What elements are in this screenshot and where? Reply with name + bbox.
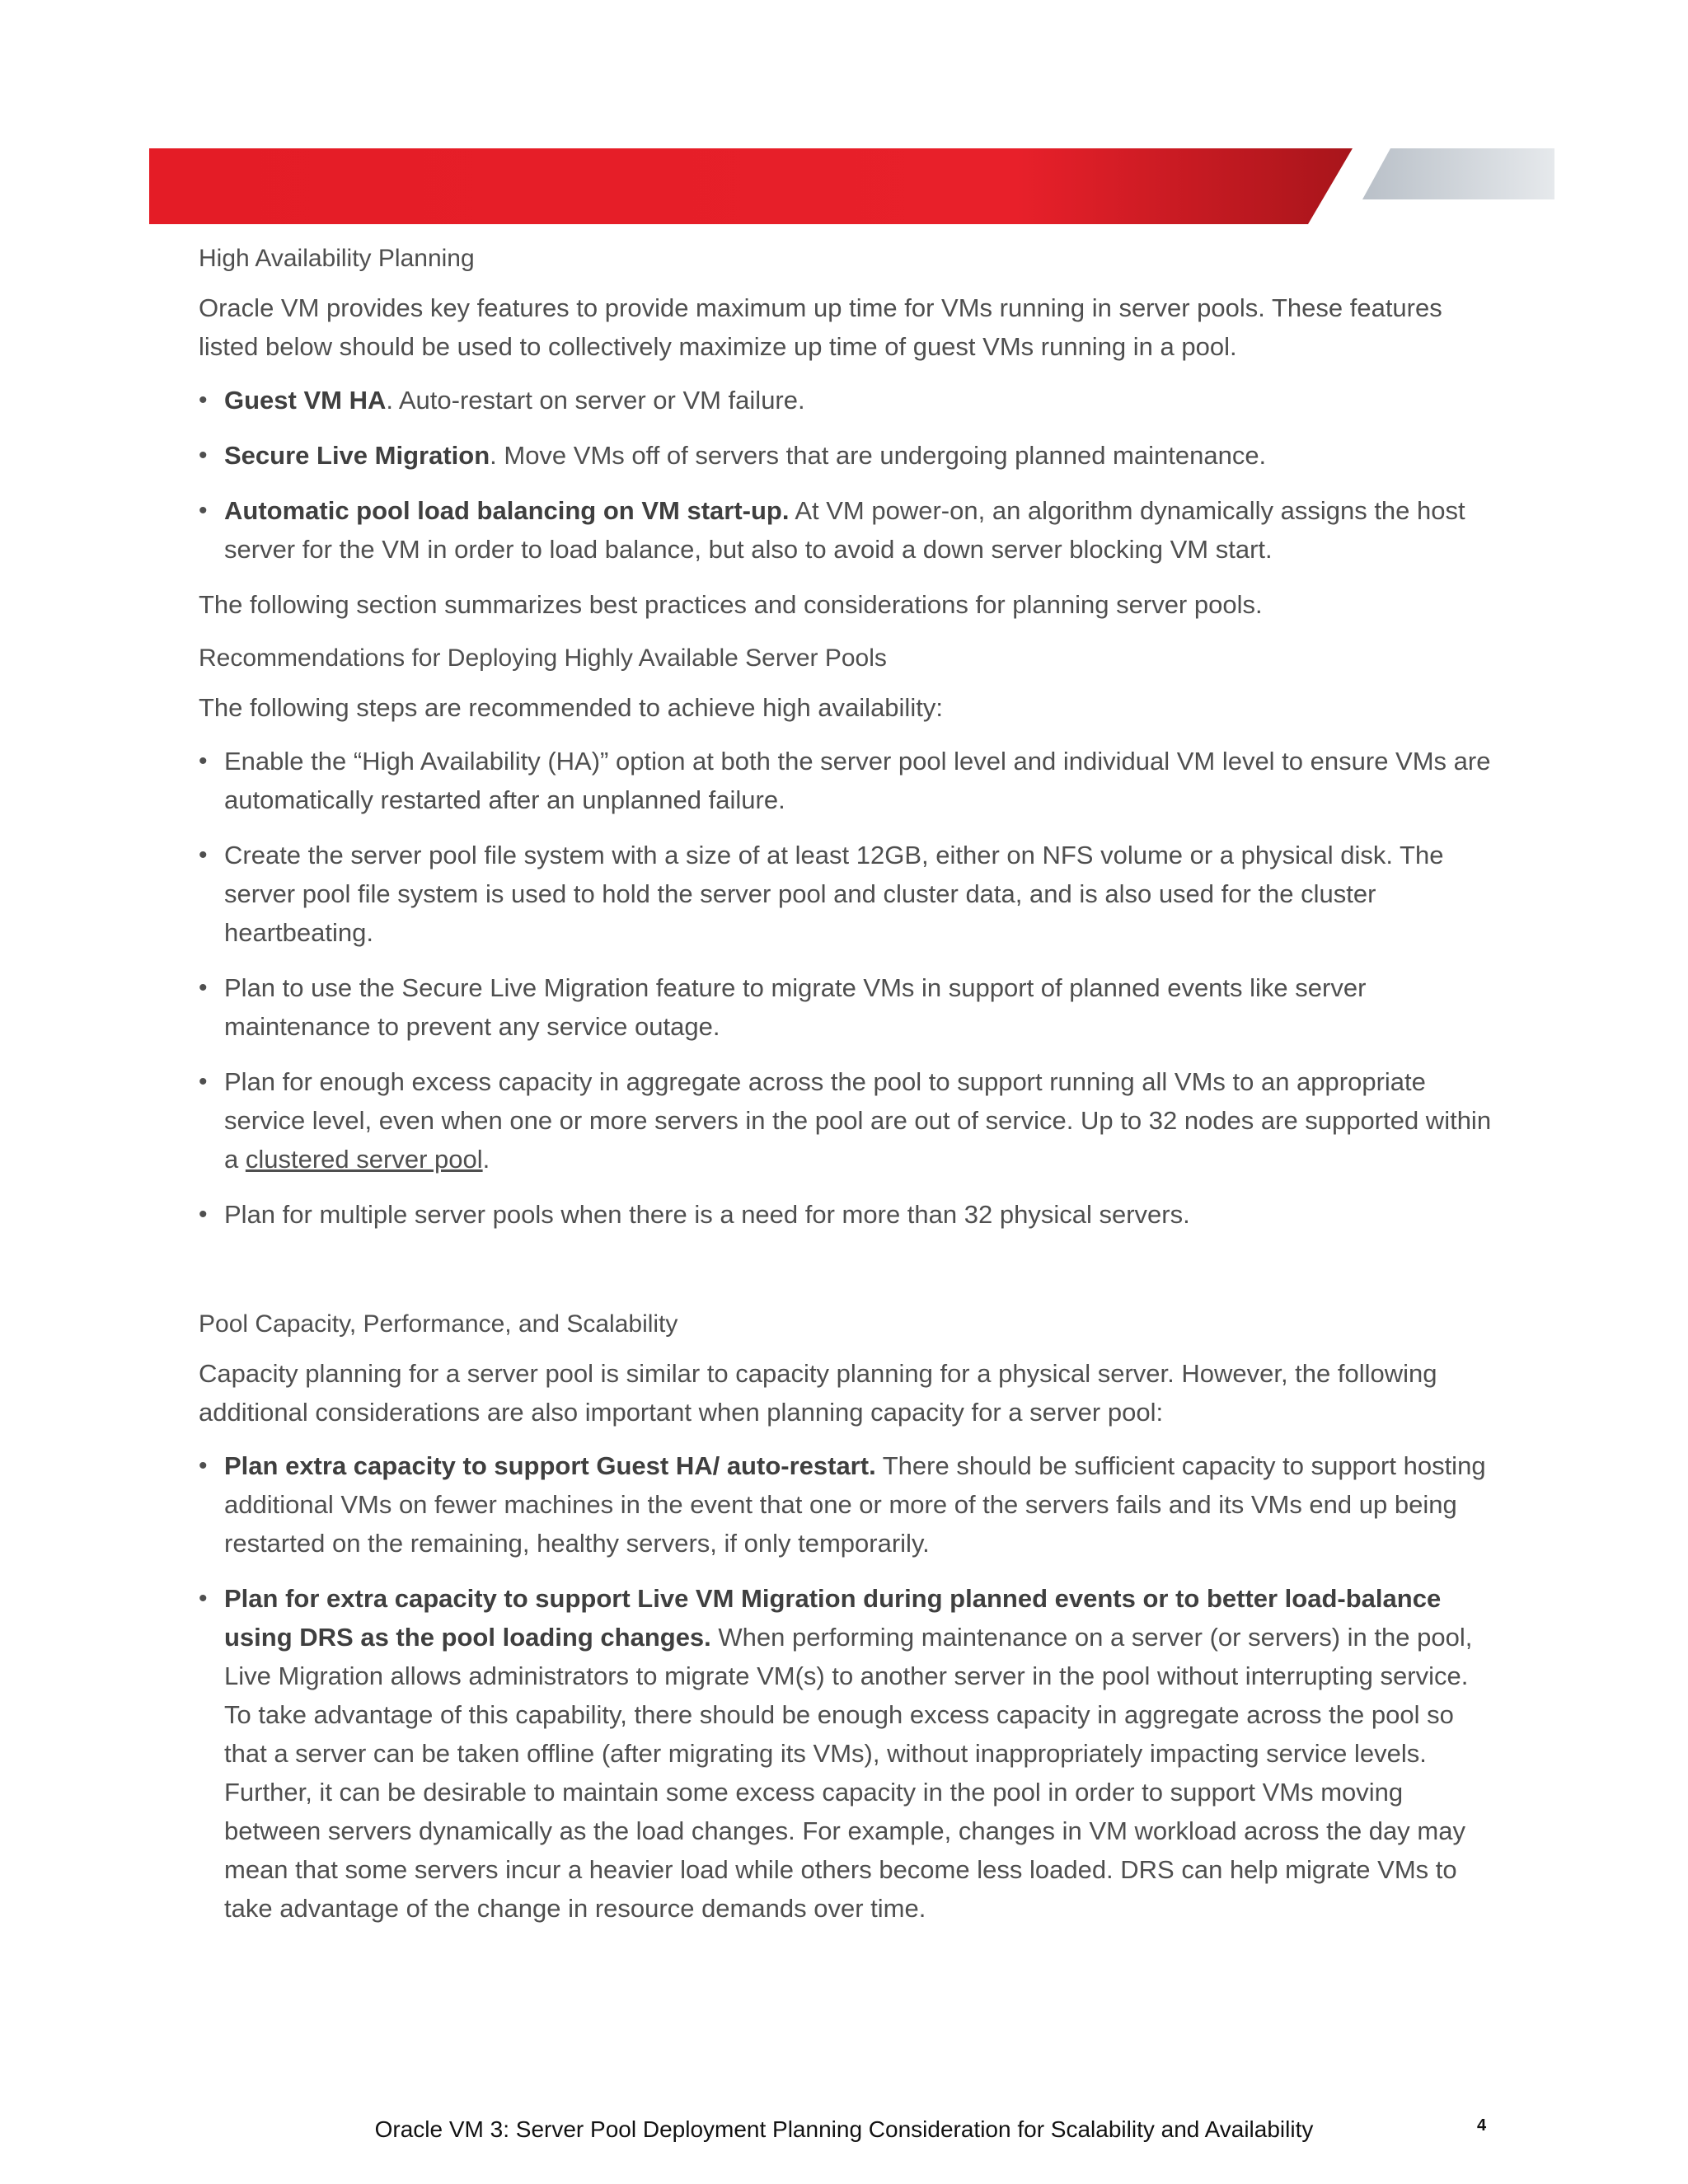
bullet-text: At VM power-on, an algorithm dynamically assigns the host server for the VM in order to load balance, but also to avoid a down server blocking VM start.: [224, 496, 1465, 564]
list-item: • Plan for multiple server pools when there is a need for more than 32 physical servers.: [199, 1195, 1493, 1234]
bullet-text: When performing maintenance on a server (or servers) in the pool, Live Migration allows administrators to migrate VM(s) to another server in the pool without interrupting service. To take advantage of this capability, there should be enough excess capacity in aggregate across the pool so that a server can be taken offline (after migrating its VMs), without inappropriately impacting service levels. Further, it can be desirable to maintain some excess capacity in the pool in order to support VMs moving between servers dynamically as the load changes. For example, changes in VM workload across the day may mean that some servers incur a heavier load while others become less loaded. DRS can help migrate VMs to take advantage of the change in resource demands over time.: [224, 1623, 1473, 1923]
bullet-bold-label: Automatic pool load balancing on VM start-up.: [224, 496, 790, 525]
section-title-capacity: Pool Capacity, Performance, and Scalability: [199, 1310, 678, 1338]
section-title-recommendations: Recommendations for Deploying Highly Available Server Pools: [199, 644, 887, 672]
list-item: • Plan to use the Secure Live Migration feature to migrate VMs in support of planned events like server maintenance to prevent any service outage.: [199, 968, 1493, 1046]
page-content: [199, 239, 1493, 1944]
bullet-list-recommendations: [199, 742, 1493, 1234]
clustered-server-pool-link[interactable]: clustered server pool: [245, 1145, 483, 1174]
paragraph-intro-recommendations: The following steps are recommended to achieve high availability:: [199, 693, 943, 722]
paragraph-intro-ha: Oracle VM provides key features to provide maximum up time for VMs running in server pools. These features listed below should be used to collectively maximize up time of guest VMs running in a pool.: [199, 293, 1442, 361]
list-item: • Create the server pool file system with a size of at least 12GB, either on NFS volume or a physical disk. The server pool file system is used to hold the server pool and cluster data, and is also used for the cluster heartbeating.: [199, 836, 1493, 952]
bullet-bold-label: Guest VM HA: [224, 386, 387, 415]
bullet-text: There should be sufficient capacity to support hosting additional VMs on fewer machines in the event that one or more of the servers fails and its VMs end up being restarted on the remaining, healthy servers, if only temporarily.: [224, 1451, 1486, 1558]
bullet-text: . Move VMs off of servers that are undergoing planned maintenance.: [490, 441, 1267, 470]
page-number: 4: [1477, 2116, 1487, 2135]
banner-gray-band: [1362, 148, 1554, 199]
header-banner: [149, 148, 1554, 224]
paragraph-intro-capacity: Capacity planning for a server pool is similar to capacity planning for a physical server. However, the following additional considerations are also important when planning capacity for a server pool:: [199, 1359, 1437, 1427]
bullet-bold-label: Secure Live Migration: [224, 441, 490, 470]
section-title-high-availability: High Availability Planning: [199, 245, 475, 272]
banner-red-band: [149, 148, 1353, 224]
bullet-text: . Auto-restart on server or VM failure.: [386, 386, 805, 415]
bullet-text-end: .: [482, 1145, 490, 1174]
bullet-bold-label: Plan for extra capacity to support Live VM Migration during planned events or to better load-balance using DRS as the pool loading changes.: [224, 1584, 1442, 1652]
list-item: [199, 436, 1493, 475]
list-item: [199, 1446, 1493, 1563]
list-item: [199, 1062, 1493, 1179]
list-item: • Enable the “High Availability (HA)” option at both the server pool level and individual VM level to ensure VMs are automatically restarted after an unplanned failure.: [199, 742, 1493, 819]
list-item: [199, 381, 1493, 419]
bullet-text: Plan for enough excess capacity in aggregate across the pool to support running all VMs to an appropriate service level, even when one or more servers in the pool are out of service. Up to 32 nodes are supported within a: [224, 1067, 1492, 1174]
list-item: [199, 1579, 1493, 1928]
paragraph-summary: The following section summarizes best practices and considerations for planning server pools.: [199, 590, 1263, 619]
list-item: [199, 491, 1493, 569]
bullet-list-capacity: [199, 1446, 1493, 1928]
footer-document-title: Oracle VM 3: Server Pool Deployment Planning Consideration for Scalability and Availability: [374, 2116, 1314, 2142]
bullet-list-ha-features: [199, 381, 1493, 569]
bullet-bold-label: Plan extra capacity to support Guest HA/ auto-restart.: [224, 1451, 876, 1480]
